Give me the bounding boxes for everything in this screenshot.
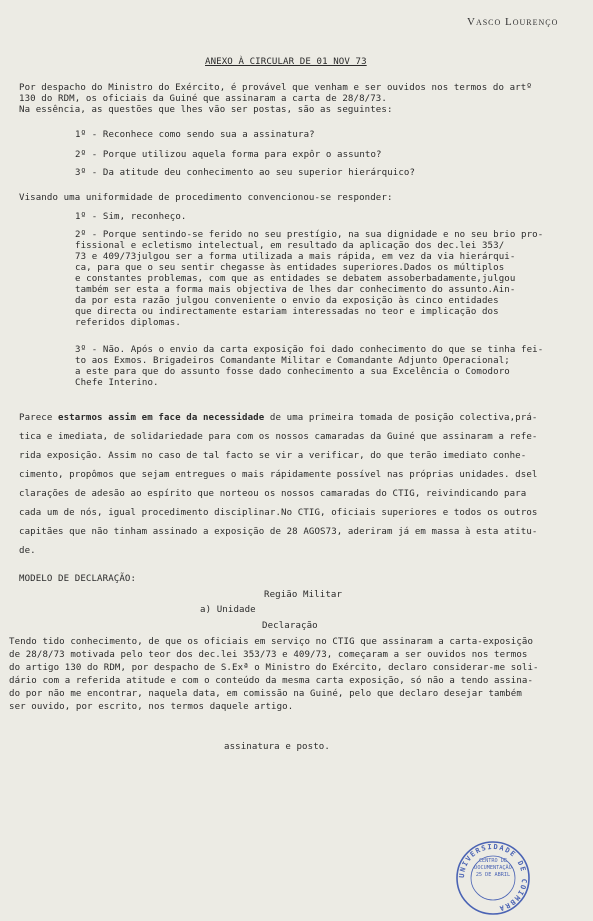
question-2: 2º - Porque utilizou aquela forma para expôr o assunto? bbox=[75, 150, 382, 160]
answer-2-line: 2º - Porque sentindo-se ferido no seu prestígio, na sua dignidade e no seu brio pro- bbox=[75, 230, 544, 240]
declaration-line: Tendo tido conhecimento, de que os oficiais em serviço no CTIG que assinaram a carta-exposição bbox=[9, 637, 534, 647]
paragraph-line: cimento, propômos que sejam entregues o mais rápidamente possível nas próprias unidades. dsel bbox=[19, 470, 538, 480]
paragraph-line: tica e imediata, de solidariedade para com os nossos camaradas da Guiné que assinaram a refe- bbox=[19, 432, 538, 442]
intro-line: 130 do RDM, os oficiais da Guiné que assinaram a carta de 28/8/73. bbox=[19, 94, 387, 104]
answer-1: 1º - Sim, reconheço. bbox=[75, 212, 187, 222]
paragraph-lead: Parece bbox=[19, 413, 53, 423]
answer-2-line: 73 e 409/73julgou ser a forma utilizada a mais rápida, em vez da via hierárqui- bbox=[75, 252, 516, 262]
paragraph-first-line bbox=[19, 413, 538, 424]
answer-3-line: Chefe Interino. bbox=[75, 378, 159, 388]
declaration-line: do por não me encontrar, naquela data, em comissão na Guiné, pelo que declaro desejar também bbox=[9, 689, 522, 699]
signature-line: assinatura e posto. bbox=[224, 742, 330, 752]
stamp-line: CENTRO DE bbox=[478, 858, 508, 864]
declaration-line: do artigo 130 do RDM, por despacho de S.Exª o Ministro do Exército, declaro considerar-me soli- bbox=[9, 663, 539, 673]
declaracao-heading: Declaração bbox=[262, 621, 318, 631]
regiao-militar: Região Militar bbox=[264, 590, 343, 600]
stamp-inner-text bbox=[467, 858, 519, 879]
answer-2-line: que directa ou indirectamente estariam interessadas no teor e implicação dos bbox=[75, 307, 499, 317]
visando-line: Visando uma uniformidade de procedimento convencionou-se responder: bbox=[19, 193, 393, 203]
stamp-line: DOCUMENTAÇÃO bbox=[474, 865, 512, 871]
question-1: 1º - Reconhece como sendo sua a assinatura? bbox=[75, 130, 315, 140]
answer-2-line: da por esta razão julgou conveniente o envio da exposição às cinco entidades bbox=[75, 296, 499, 306]
answer-2-line: referidos diplomas. bbox=[75, 318, 181, 328]
archive-stamp bbox=[455, 840, 531, 916]
answer-2-line: ca, para que o seu sentir chegasse às entidades superiores.Dados os múltiplos bbox=[75, 263, 505, 273]
paragraph-line: clarações de adesão ao espírito que norteou os nossos camaradas do CTIG, reivindicando para bbox=[19, 489, 527, 499]
paragraph-bold: estarmos assim em face da necessidade bbox=[58, 413, 265, 423]
intro-line: Por despacho do Ministro do Exército, é provável que venham e ser ouvidos nos termos do artº bbox=[19, 83, 532, 93]
answer-2-line: fissional e ecletismo intelectual, em resultado da aplicação dos dec.lei 353/ bbox=[75, 241, 505, 251]
unidade: a) Unidade bbox=[200, 605, 256, 615]
paragraph-line: cada um de nós, igual procedimento disciplinar.No CTIG, oficiais superiores e todos os outros bbox=[19, 508, 538, 518]
paragraph-line: rida exposição. Assim no caso de tal facto se vir a verificar, do que terão imediato conhe- bbox=[19, 451, 527, 461]
answer-3-line: to aos Exmos. Brigadeiros Comandante Militar e Comandante Adjunto Operacional; bbox=[75, 356, 510, 366]
paragraph-line: capitães que não tinham assinado a exposição de 28 AGOS73, aderiram já em massa à esta atitu- bbox=[19, 527, 538, 537]
paragraph-line: de. bbox=[19, 546, 36, 556]
intro-line: Na essência, as questões que lhes vão ser postas, são as seguintes: bbox=[19, 105, 393, 115]
handwritten-name: Vasco Lourenço bbox=[467, 16, 559, 28]
answer-2-line: também ser esta a forma mais objectiva de lhes dar conhecimento do assunto.Ain- bbox=[75, 285, 516, 295]
modelo-heading: MODELO DE DECLARAÇÃO: bbox=[19, 574, 137, 584]
declaration-line: dário com a referida atitude e com o conteúdo da mesma carta exposição, só não a tendo assina- bbox=[9, 676, 534, 686]
declaration-line: ser ouvido, por escrito, nos termos daquele artigo. bbox=[9, 702, 294, 712]
answer-3-line: 3º - Não. Após o envio da carta exposição foi dado conhecimento do que se tinha fei- bbox=[75, 345, 544, 355]
answer-2-line: e constantes problemas, com que as entidades se debatem assoberbadamente,julgou bbox=[75, 274, 516, 284]
answer-3-line: a este para que do assunto fosse dado conhecimento a sua Excelência o Comodoro bbox=[75, 367, 510, 377]
declaration-line: de 28/8/73 motivada pelo teor dos dec.lei 353/73 e 409/73, começaram a ser ouvidos nos termos bbox=[9, 650, 528, 660]
stamp-line: 25 DE ABRIL bbox=[475, 872, 511, 878]
stamp-ring-text: UNIVERSIDADE DE COIMBRA bbox=[457, 842, 529, 913]
paragraph-first-rest: de uma primeira tomada de posição colectiva,prá- bbox=[269, 413, 538, 423]
question-3: 3º - Da atitude deu conhecimento ao seu superior hierárquico? bbox=[75, 168, 416, 178]
document-title: ANEXO À CIRCULAR DE 01 NOV 73 bbox=[205, 57, 367, 67]
